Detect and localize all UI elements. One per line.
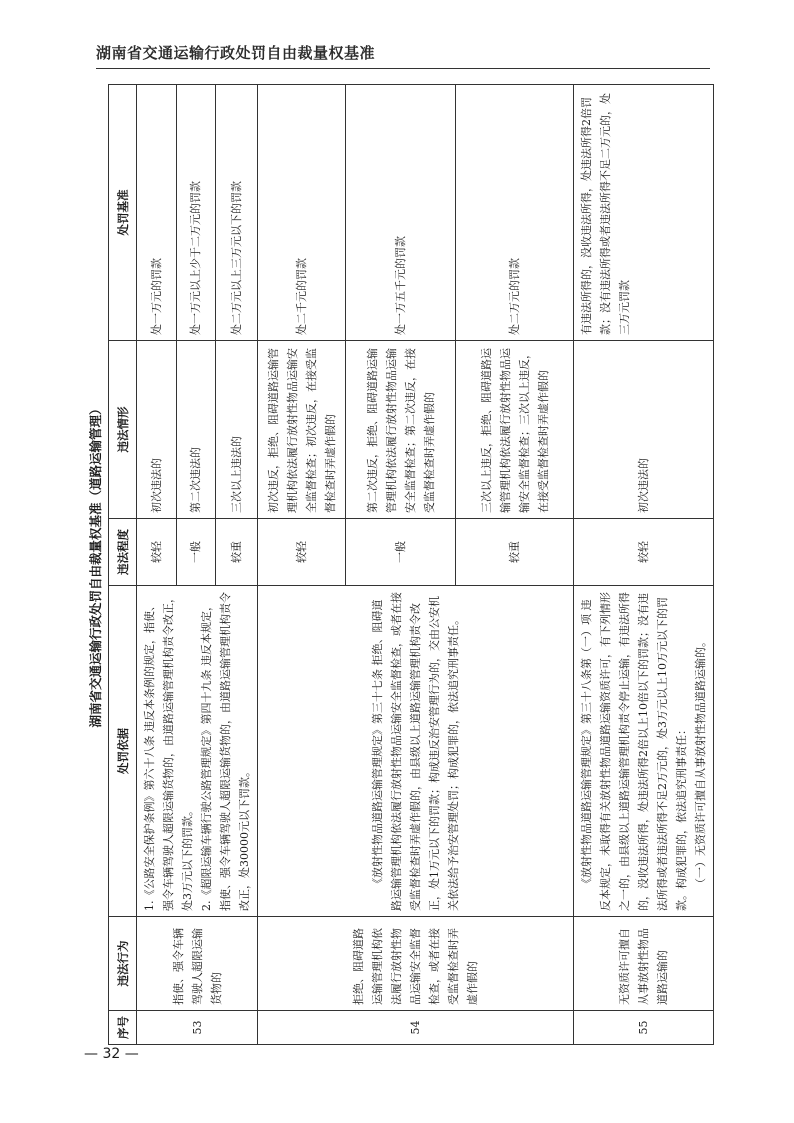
degree-cell: 一般 bbox=[176, 519, 216, 586]
situation-cell: 三次以上违法的 bbox=[216, 341, 258, 519]
col-header-penalty: 处罚基准 bbox=[109, 85, 137, 341]
basis-cell: 《放射性物品道路运输管理规定》第三十七条 拒绝、阻碍道路运输管理机构依法履行放射性物品运输安全监督检查，或者在接受监督检查时弄虚作假的，由县级以上道路运输管理机构责令改正，处1万元以下的罚款；构成违反治安管理行为的，交由公安机关依法给予治安管理处罚；构成犯罪的，依法追究刑事责任。 bbox=[258, 586, 574, 917]
penalty-cell: 有违法所得的，没收违法所得，处违法所得2倍罚款；没有违法所得或者违法所得不足二万元的，处三万元罚款 bbox=[574, 85, 714, 341]
row-number: 55 bbox=[574, 1011, 714, 1045]
page-number: — 32 — bbox=[84, 1046, 139, 1062]
running-header: 湖南省交通运输行政处罚自由裁量权基准 bbox=[96, 44, 376, 62]
situation-cell: 三次以上违反，拒绝、阻碍道路运输管理机构依法履行放射性物品运输安全监督检查；三次以上违反，在接受监督检查时弄虚作假的 bbox=[456, 341, 574, 519]
penalty-cell: 处一万五千元的罚款 bbox=[346, 85, 456, 341]
header-rule bbox=[96, 68, 710, 69]
penalty-table bbox=[108, 84, 714, 1045]
degree-cell: 较轻 bbox=[258, 519, 346, 586]
rotated-table-region bbox=[88, 85, 710, 1045]
situation-cell: 初次违法的 bbox=[137, 341, 177, 519]
table-title: 湖南省交通运输行政处罚自由裁量权基准（道路运输管理） bbox=[88, 402, 103, 728]
table-row bbox=[574, 85, 714, 1045]
basis-cell: 《放射性物品道路运输管理规定》第三十八条第（一）项 违反本规定，未取得有关放射性物品道路运输资质许可，有下列情形之一的，由县级以上道路运输管理机构责令停止运输，有违法所得的，没收违法所得，处违法所得2倍以上10倍以下的罚款；没有违法所得或者违法所得不足2万元的，处3万元以上10万元以下的罚款。构成犯罪的，依法追究刑事责任： （一）无资质许可擅自从事放射性物品道路运输的。 bbox=[574, 586, 714, 917]
row-number: 53 bbox=[137, 1011, 258, 1045]
situation-cell: 第二次违反，拒绝、阻碍道路运输管理机构依法履行放射性物品运输安全监督检查；第二次违反，在接受监督检查时弄虚作假的 bbox=[346, 341, 456, 519]
table-row bbox=[258, 85, 346, 1045]
situation-cell: 第二次违法的 bbox=[176, 341, 216, 519]
penalty-cell: 处二万元以上三万元以下的罚款 bbox=[216, 85, 258, 341]
col-header-degree: 违法程度 bbox=[109, 519, 137, 586]
table-row bbox=[137, 85, 177, 1045]
degree-cell: 较重 bbox=[216, 519, 258, 586]
row-number: 54 bbox=[258, 1011, 574, 1045]
degree-cell: 较轻 bbox=[574, 519, 714, 586]
degree-cell: 较轻 bbox=[137, 519, 177, 586]
table-header-row bbox=[109, 85, 137, 1045]
penalty-cell: 处一万元的罚款 bbox=[137, 85, 177, 341]
col-header-violation: 违法行为 bbox=[109, 917, 137, 1011]
violation-cell: 无资质许可擅自从事放射性物品道路运输的 bbox=[574, 917, 714, 1011]
violation-cell: 指使、强令车辆驾驶人超限运输货物的 bbox=[137, 917, 258, 1011]
violation-cell: 拒绝、阻碍道路运输管理机构依法履行放射性物品运输安全监督检查，或者在接受监督检查时弄虚作假的 bbox=[258, 917, 574, 1011]
col-header-no: 序号 bbox=[109, 1011, 137, 1045]
basis-cell: 1.《公路安全保护条例》第六十八条 违反本条例的规定，指使、强令车辆驾驶人超限运输货物的，由道路运输管理机构责令改正，处3万元以下的罚款。 2.《超限运输车辆行驶公路管理规定》第四十九条 违反本规定，指使、强令车辆驾驶人超限运输货物的，由道路运输管理机构责令改正，处30000元以下罚款。 bbox=[137, 586, 258, 917]
situation-cell: 初次违反，拒绝、阻碍道路运输管理机构依法履行放射性物品运输安全监督检查；初次违反，在接受监督检查时弄虚作假的 bbox=[258, 341, 346, 519]
penalty-cell: 处一万元以上少于二万元的罚款 bbox=[176, 85, 216, 341]
situation-cell: 初次违法的 bbox=[574, 341, 714, 519]
col-header-basis: 处罚依据 bbox=[109, 586, 137, 917]
degree-cell: 较重 bbox=[456, 519, 574, 586]
col-header-situation: 违法情形 bbox=[109, 341, 137, 519]
penalty-cell: 处二千元的罚款 bbox=[258, 85, 346, 341]
degree-cell: 一般 bbox=[346, 519, 456, 586]
penalty-cell: 处二万元的罚款 bbox=[456, 85, 574, 341]
